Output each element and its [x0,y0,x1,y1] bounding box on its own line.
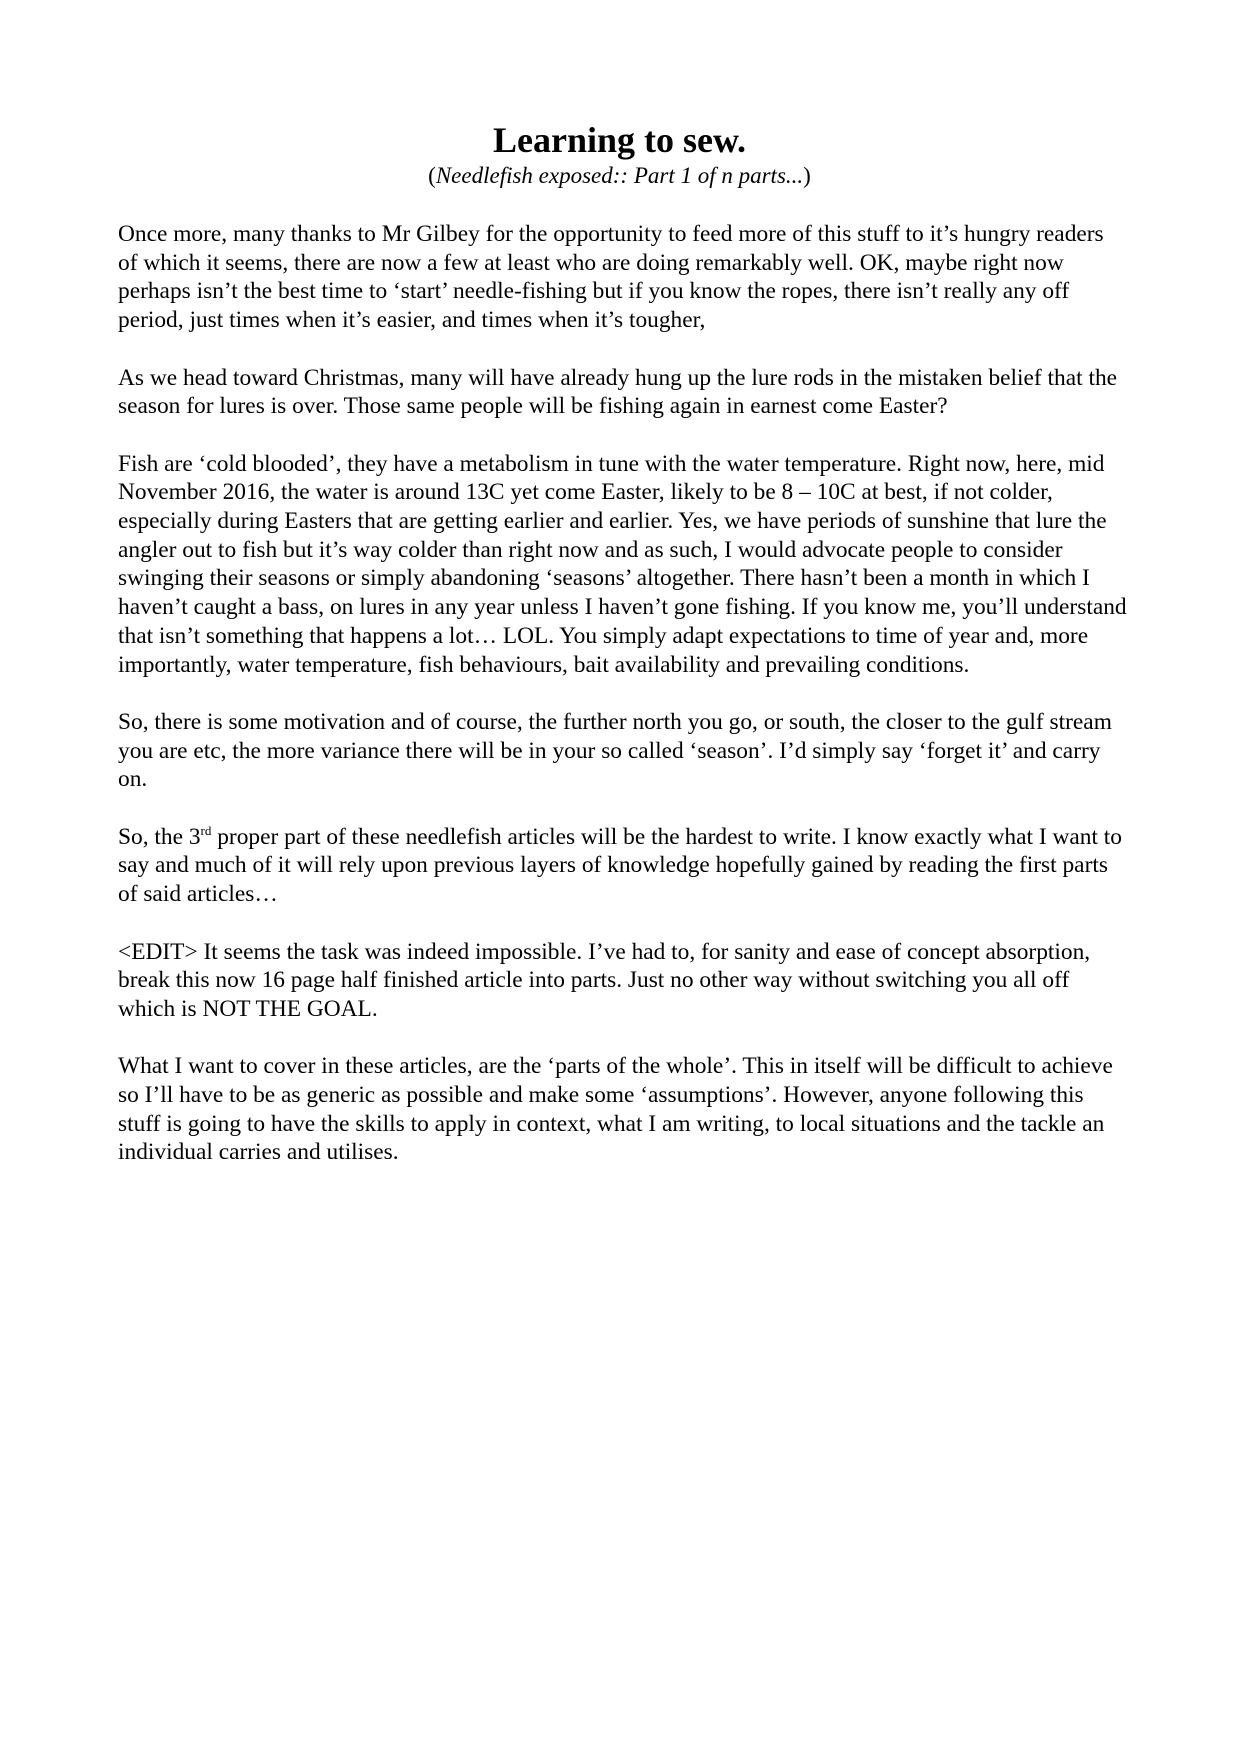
ordinal-superscript: rd [200,822,212,838]
subtitle-close-paren: ) [803,163,811,188]
subtitle-text: Needlefish exposed:: Part 1 of n parts... [435,163,804,188]
article-body [118,220,1128,1196]
paragraph-christmas: As we head toward Christmas, many will have already hung up the lure rods in the mistaken belief that the season for lures is over. Those same people will be fishing again in earnest come Easter? [118,364,1118,420]
paragraph-third-part-before: So, the 3 [118,823,201,850]
paragraph-intro: Once more, many thanks to Mr Gilbey for the opportunity to feed more of this stuff to it’s hungry readers of which it seems, there are now a few at least who are doing remarkably well. OK, maybe right now perhaps isn’t the best time to ‘start’ needle-fishing but if you know the ropes, there isn’t really any off period, just times when it’s easier, and times when it’s tougher, [118,221,1104,334]
paragraph-third-part-after: proper part of these needlefish articles will be the hardest to write. I know exactly what I want to say and much of it will rely upon previous layers of knowledge hopefully gained by reading the first parts of said articles… [118,823,1122,908]
subtitle-open-paren: ( [428,163,436,188]
page-subtitle [0,162,1239,190]
paragraph-edit-note: <EDIT> It seems the task was indeed impossible. I’ve had to, for sanity and ease of concept absorption, break this now 16 page half finished article into parts. Just no other way without switching you all off which is NOT THE GOAL. [118,938,1091,1022]
page-title: Learning to sew. [492,120,746,160]
paragraph-parts-of-whole: What I want to cover in these articles, are the ‘parts of the whole’. This in itself will be difficult to achieve so I’ll have to be as generic as possible and make some ‘assumptions’. However, anyone following this stuff is going to have the skills to apply in context, what I am writing, to local situations and the tackle an individual carries and utilises. [118,1053,1113,1166]
paragraph-cold-blooded: Fish are ‘cold blooded’, they have a metabolism in tune with the water temperature. Right now, here, mid November 2016, the water is around 13C yet come Easter, likely to be 8 – 10C at best, if not colder, especially during Easters that are getting earlier and earlier. Yes, we have periods of sunshine that lure the angler out to fish but it’s way colder than right now and as such, I would advocate people to consider swinging their seasons or simply abandoning ‘seasons’ altogether. There hasn’t been a month in which I haven’t caught a bass, on lures in any year unless I haven’t gone fishing. If you know me, you’ll understand that isn’t something that happens a lot… LOL. You simply adapt expectations to time of year and, more importantly, water temperature, fish behaviours, bait availability and prevailing conditions. [118,450,1127,678]
paragraph-motivation: So, there is some motivation and of course, the further north you go, or south, the closer to the gulf stream you are etc, the more variance there will be in your so called ‘season’. I’d simply say ‘forget it’ and carry on. [118,708,1112,793]
paragraph-third-part [118,823,1128,909]
